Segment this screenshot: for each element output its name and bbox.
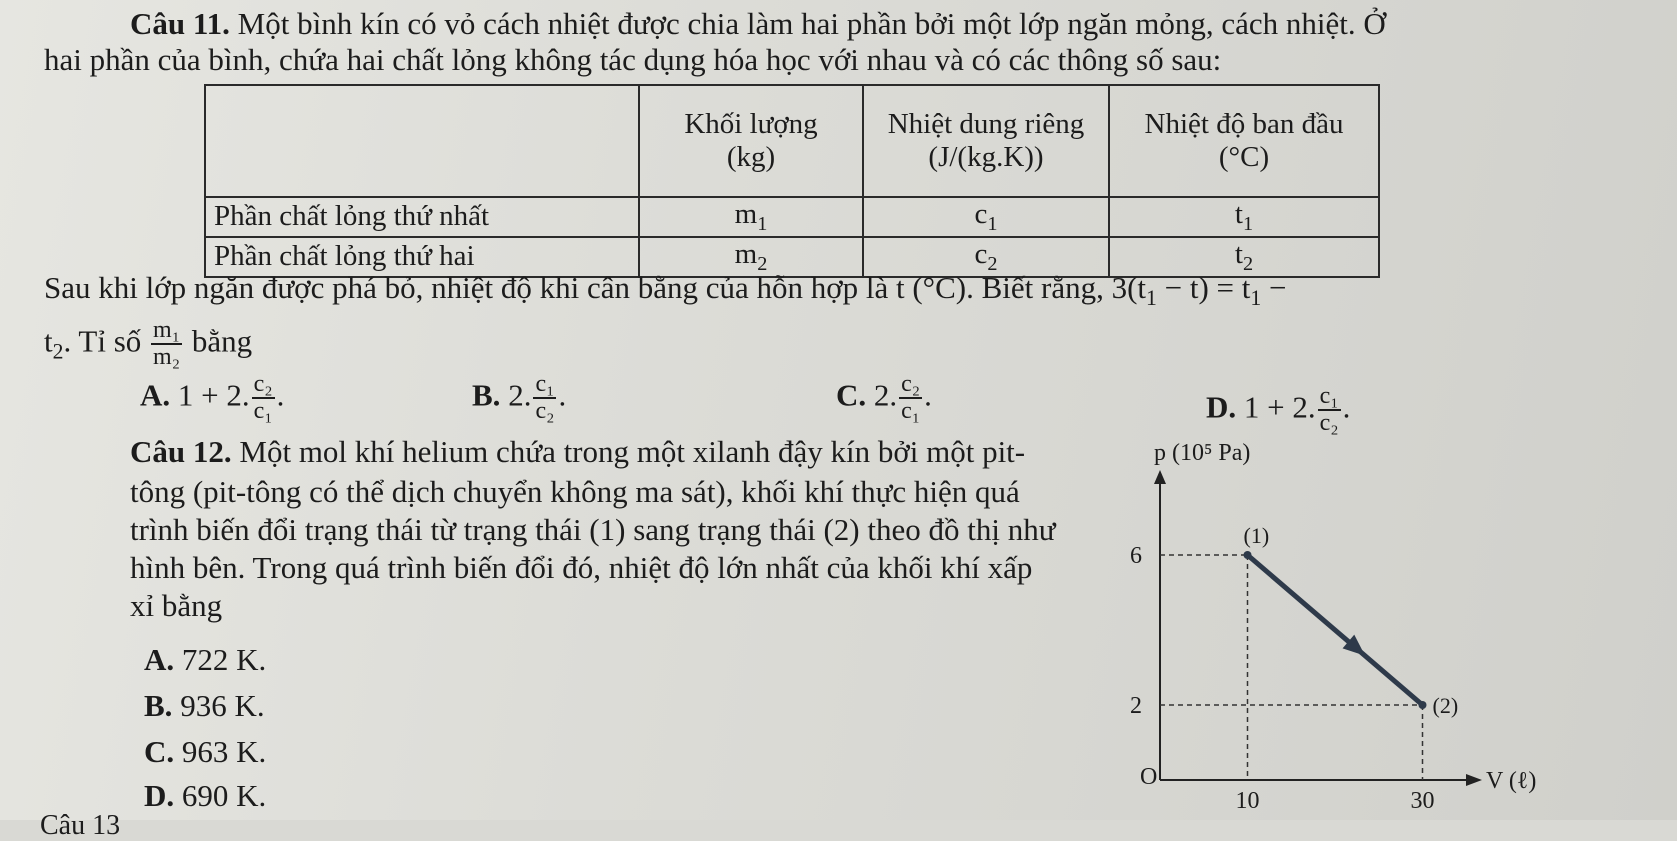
q11-body-line2: $t_2$. Tỉ số $\frac{\text{m₁}}{\text{m₂}}$ bằng: [44, 317, 253, 371]
q12-line3: trình biến đổi trạng thái từ trạng thái (1) sang trạng thái (2) theo đồ thị như: [130, 512, 1056, 547]
q12-option-c[interactable]: C. 963 K.: [144, 734, 267, 769]
q11-option-c[interactable]: C. 2. $\frac{\text{c₂}}{\text{c₁}}$ .: [836, 371, 932, 425]
pv-chart: [1120, 440, 1537, 814]
q12-option-a[interactable]: A. 722 K.: [144, 642, 267, 677]
q11-title: Câu 11.: [130, 6, 230, 41]
q11-intro-line1: Một bình kín có vỏ cách nhiệt được chia làm hai phần bởi một lớp ngăn mỏng, cách nhiệt. Ở: [237, 6, 1386, 41]
q11-option-d[interactable]: D. 1 + 2. $\frac{\text{c₁}}{\text{c₂}}$ .: [1206, 383, 1351, 437]
table-header-initial-temp: Nhiệt độ ban đầu (°C): [1109, 85, 1379, 197]
x-axis-arrow: [1466, 774, 1482, 786]
table-header-specific-heat: Nhiệt dung riêng (J/(kg.K)): [863, 85, 1109, 197]
table-cell-mass: $m_1$: [639, 197, 863, 237]
ratio-fraction: $\frac{\text{m₁}}{\text{m₂}}$: [153, 317, 181, 371]
table-header-mass: Khối lượng (kg): [639, 85, 863, 197]
q12-line5: xỉ bằng: [130, 588, 223, 623]
q12-title: Câu 12.: [130, 434, 232, 469]
q11-option-b[interactable]: B. 2. $\frac{\text{c₁}}{\text{c₂}}$ .: [472, 371, 567, 425]
state-point: [1419, 701, 1427, 709]
y-tick-label: 6: [1130, 543, 1142, 569]
table-cell-mass: $m_2$: [639, 237, 863, 277]
next-question-fragment: Câu 13: [40, 810, 121, 841]
table-row-label: Phần chất lỏng thứ nhất: [205, 197, 639, 237]
q12-option-d[interactable]: D. 690 K.: [144, 778, 267, 813]
y-axis-label: p (10⁵ Pa): [1154, 440, 1251, 466]
q11-body-line1: Sau khi lớp ngăn được phá bỏ, nhiệt độ khi cân bằng của hỗn hợp là t (°C). Biết rằng, $3(t_1 - t) = t_1$ −: [44, 270, 1287, 311]
table-cell-c: $c_2$: [863, 237, 1109, 277]
x-tick-label: 30: [1410, 788, 1435, 814]
q12-option-b[interactable]: B. 936 K.: [144, 688, 265, 723]
table-cell-t: $t_2$: [1109, 237, 1379, 277]
process-line: [1248, 555, 1423, 705]
x-axis-label: V (ℓ): [1486, 768, 1537, 794]
state-label: (1): [1243, 523, 1270, 548]
table-cell-t: $t_1$: [1109, 197, 1379, 237]
q11-intro-line2: hai phần của bình, chứa hai chất lỏng không tác dụng hóa học với nhau và có các thông số sau:: [44, 42, 1222, 77]
table-corner-cell: [205, 85, 639, 197]
q11-line1: [130, 8, 1386, 39]
table-cell-c: $c_1$: [863, 197, 1109, 237]
y-tick-label: 2: [1130, 693, 1142, 719]
q11-parameter-table: [204, 84, 1380, 278]
q12-line2: tông (pit-tông có thể dịch chuyển không ma sát), khối khí thực hiện quá: [130, 474, 1020, 509]
table-row: [205, 197, 1379, 237]
q12-line1: Câu 12. Một mol khí helium chứa trong một xilanh đậy kín bởi một pit-: [130, 434, 1026, 469]
q11-option-a[interactable]: A. 1 + 2. $\frac{\text{c₂}}{\text{c₁}}$ .: [140, 371, 285, 425]
x-tick-label: 10: [1235, 788, 1260, 814]
y-axis-arrow: [1154, 470, 1166, 484]
state-label: (2): [1432, 693, 1459, 718]
q12-line4: hình bên. Trong quá trình biến đổi đó, nhiệt độ lớn nhất của khối khí xấp: [130, 550, 1033, 585]
table-row-label: Phần chất lỏng thứ hai: [205, 237, 639, 277]
state-point: [1244, 551, 1252, 559]
origin-label: O: [1140, 764, 1158, 790]
